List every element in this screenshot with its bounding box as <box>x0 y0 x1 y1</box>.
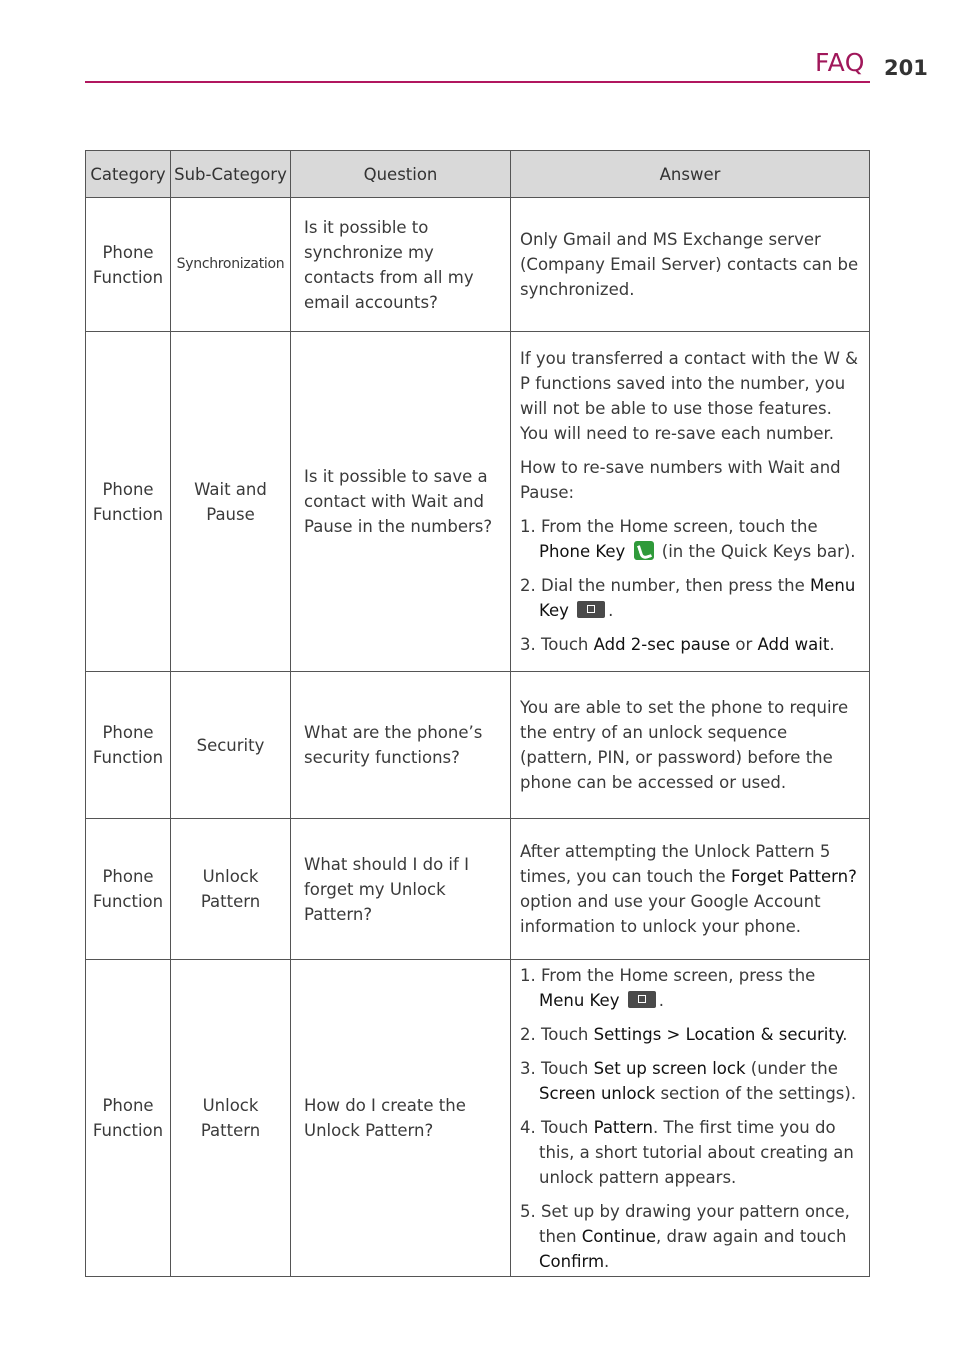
step-emphasis: Menu Key <box>539 990 620 1010</box>
step-text: Touch <box>541 1117 594 1137</box>
menu-key-icon <box>628 991 656 1008</box>
step-text: . <box>608 601 614 620</box>
step-text: . <box>658 990 664 1010</box>
answer-paragraph: How to re-save numbers with Wait and Pause: <box>520 458 841 502</box>
page-number: 201 <box>884 56 928 80</box>
list-item <box>520 573 863 623</box>
step-text: section of the settings). <box>655 1083 857 1103</box>
subcategory-cell: Unlock Pattern <box>171 819 291 960</box>
step-text: . <box>604 1251 610 1271</box>
answer-cell: You are able to set the phone to require the entry of an unlock sequence (pattern, PIN, or password) before the phone can be accessed or used. <box>511 672 870 819</box>
faq-table <box>85 150 870 1277</box>
step-text: . <box>842 1024 848 1044</box>
list-item <box>520 1022 863 1047</box>
list-item <box>520 632 863 657</box>
step-emphasis: Add wait <box>757 635 830 654</box>
step-text: From the Home screen, touch the <box>541 517 818 536</box>
category-cell: Phone Function <box>86 672 171 819</box>
step-emphasis: Set up screen lock <box>593 1058 746 1078</box>
list-item <box>520 514 863 564</box>
step-emphasis: Menu Key <box>539 576 856 620</box>
subcategory-cell: Synchronization <box>171 198 291 332</box>
table-row <box>86 672 870 819</box>
question-cell: What should I do if I forget my Unlock Pattern? <box>291 819 511 960</box>
step-text: . The first time you do this, a short tutorial about creating an unlock pattern appears. <box>539 1117 854 1187</box>
step-text: From the Home screen, press the <box>541 965 816 985</box>
answer-cell <box>511 960 870 1277</box>
list-item <box>520 1199 863 1274</box>
column-header-answer: Answer <box>511 151 870 198</box>
step-text: Touch <box>541 1058 594 1078</box>
category-cell: Phone Function <box>86 819 171 960</box>
question-cell: Is it possible to save a contact with Wait and Pause in the numbers? <box>291 332 511 672</box>
column-header-subcategory: Sub-Category <box>171 151 291 198</box>
answer-text: After attempting the Unlock Pattern 5 times, you can touch the <box>520 842 831 886</box>
list-item <box>520 963 863 1013</box>
section-title: FAQ <box>815 48 865 77</box>
step-emphasis: Continue <box>581 1226 656 1246</box>
category-cell: Phone Function <box>86 198 171 332</box>
step-emphasis: Settings > Location & security <box>593 1024 843 1044</box>
step-number: 1. <box>520 517 536 536</box>
steps-list <box>520 514 863 657</box>
phone-key-icon <box>634 541 654 560</box>
step-emphasis: Screen unlock <box>539 1083 656 1103</box>
answer-cell: Only Gmail and MS Exchange server (Company Email Server) contacts can be synchronized. <box>511 198 870 332</box>
step-emphasis: Phone Key <box>539 542 626 561</box>
step-text: Touch <box>541 1024 594 1044</box>
answer-emphasis: Forget Pattern? <box>730 867 857 886</box>
steps-list <box>520 963 863 1274</box>
step-text: , draw again and touch <box>655 1226 847 1246</box>
step-text: Set up by drawing your pattern once, then <box>539 1201 850 1246</box>
step-number: 5. <box>520 1201 536 1221</box>
step-text: (in the Quick Keys bar). <box>656 542 856 561</box>
subcategory-cell: Unlock Pattern <box>171 960 291 1277</box>
list-item <box>520 1115 863 1190</box>
step-text: Dial the number, then press the <box>541 576 811 595</box>
step-number: 2. <box>520 576 536 595</box>
table-row <box>86 198 870 332</box>
step-text: (under the <box>745 1058 838 1078</box>
table-row <box>86 332 870 672</box>
answer-cell <box>511 819 870 960</box>
step-number: 3. <box>520 635 536 654</box>
question-cell: How do I create the Unlock Pattern? <box>291 960 511 1277</box>
step-number: 2. <box>520 1024 536 1044</box>
answer-paragraph: If you transferred a contact with the W & P functions saved into the number, you will not be able to use those features. You will need to re-save each number. <box>520 349 858 443</box>
table-row <box>86 960 870 1277</box>
answer-text: option and use your Google Account information to unlock your phone. <box>520 892 821 936</box>
step-text: . <box>829 635 835 654</box>
column-header-category: Category <box>86 151 171 198</box>
step-number: 4. <box>520 1117 536 1137</box>
subcategory-cell: Security <box>171 672 291 819</box>
question-cell: What are the phone’s security functions? <box>291 672 511 819</box>
subcategory-cell: Wait and Pause <box>171 332 291 672</box>
menu-key-icon <box>577 601 605 618</box>
step-emphasis: Pattern <box>593 1117 653 1137</box>
category-cell: Phone Function <box>86 332 171 672</box>
step-text: or <box>730 635 758 654</box>
step-emphasis: Add 2-sec pause <box>593 635 731 654</box>
list-item <box>520 1056 863 1106</box>
step-number: 1. <box>520 965 536 985</box>
header-rule <box>85 81 870 83</box>
step-number: 3. <box>520 1058 536 1078</box>
question-cell: Is it possible to synchronize my contacts from all my email accounts? <box>291 198 511 332</box>
step-emphasis: Confirm <box>539 1251 605 1271</box>
column-header-question: Question <box>291 151 511 198</box>
table-row <box>86 819 870 960</box>
table-header-row <box>86 151 870 198</box>
category-cell: Phone Function <box>86 960 171 1277</box>
answer-cell <box>511 332 870 672</box>
step-text: Touch <box>541 635 594 654</box>
